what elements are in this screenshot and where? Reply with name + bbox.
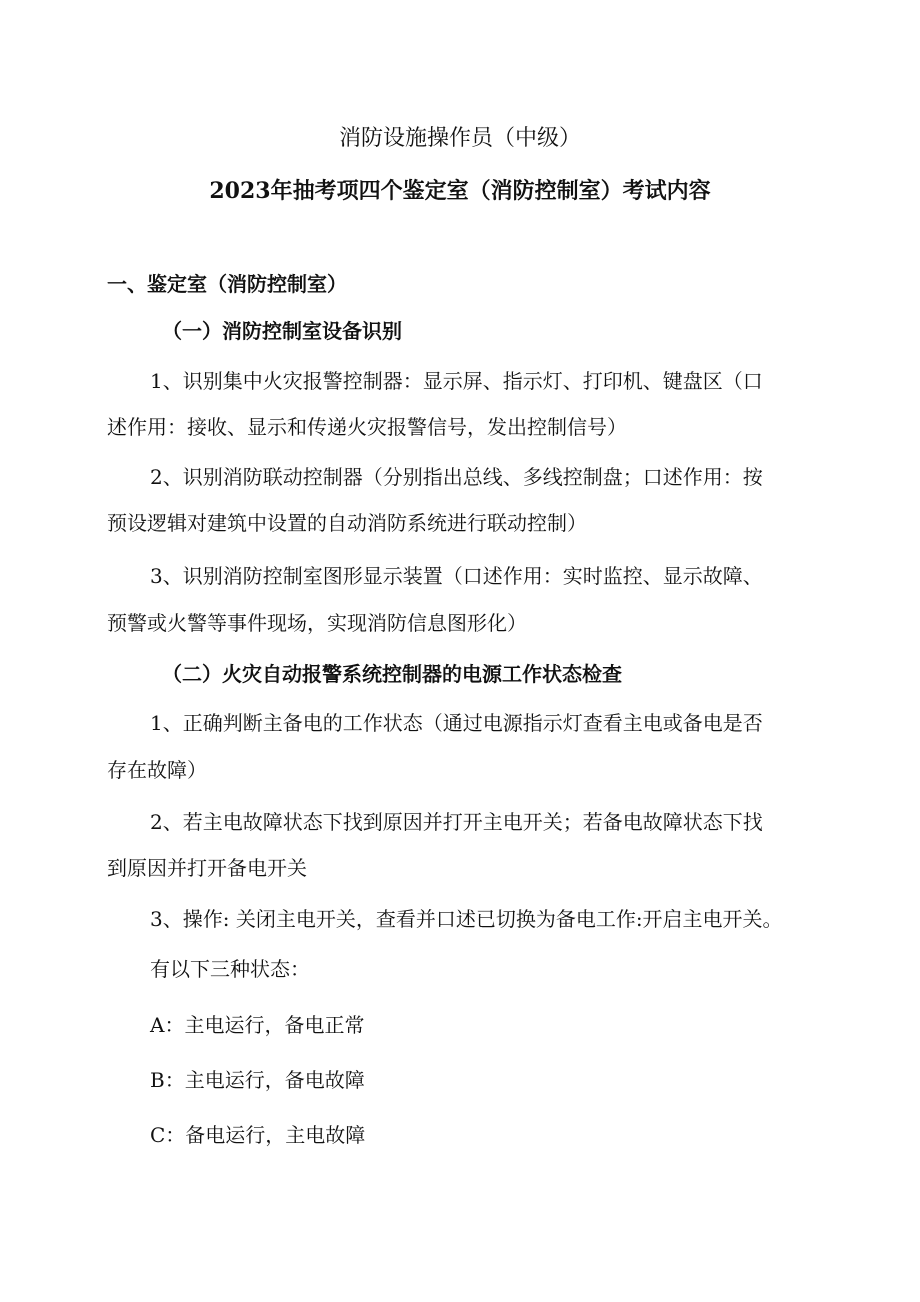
document-title-line2: 2023年抽考项四个鉴定室（消防控制室）考试内容 [209, 178, 711, 204]
subsection-heading-2: （二）火灾自动报警系统控制器的电源工作状态检查 [162, 662, 622, 686]
paragraph-check2-line1: 2、若主电故障状态下找到原因并打开主电开关；若备电故障状态下找 [150, 810, 763, 834]
paragraph-item2-line2: 预设逻辑对建筑中设置的自动消防系统进行联动控制） [107, 511, 587, 535]
paragraph-item2-line1: 2、识别消防联动控制器（分别指出总线、多线控制盘；口述作用：按 [150, 465, 763, 489]
option-b: B：主电运行，备电故障 [150, 1068, 365, 1092]
option-c: C：备电运行，主电故障 [150, 1123, 366, 1147]
subsection-heading-1: （一）消防控制室设备识别 [162, 319, 402, 343]
paragraph-item1-line2: 述作用：接收、显示和传递火灾报警信号，发出控制信号） [107, 415, 627, 439]
paragraph-check2-line2: 到原因并打开备电开关 [107, 856, 307, 880]
paragraph-check3-line1: 3、操作: 关闭主电开关，查看并口述已切换为备电工作:开启主电开关。 [150, 907, 783, 931]
paragraph-check1-line2: 存在故障） [107, 758, 207, 782]
option-a: A：主电运行，备电正常 [150, 1013, 365, 1037]
document-title-line1: 消防设施操作员（中级） [338, 126, 581, 151]
paragraph-item3-line1: 3、识别消防控制室图形显示装置（口述作用：实时监控、显示故障、 [150, 564, 763, 588]
paragraph-item3-line2: 预警或火警等事件现场，实现消防信息图形化） [107, 611, 527, 635]
section-heading-1: 一、鉴定室（消防控制室） [107, 272, 347, 296]
paragraph-check3-line2: 有以下三种状态： [150, 957, 310, 981]
paragraph-item1-line1: 1、识别集中火灾报警控制器：显示屏、指示灯、打印机、键盘区（口 [150, 369, 763, 393]
paragraph-check1-line1: 1、正确判断主备电的工作状态（通过电源指示灯查看主电或备电是否 [150, 711, 763, 735]
